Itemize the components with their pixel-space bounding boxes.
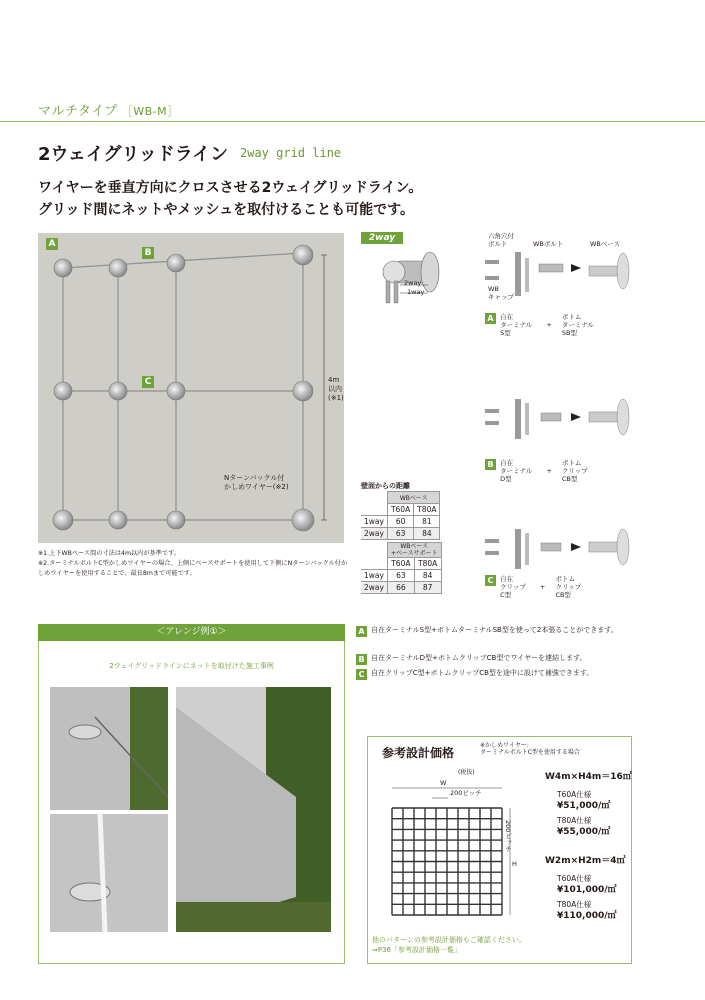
table2-cell: 66	[387, 582, 414, 594]
table2-row-label: 2way	[361, 582, 387, 594]
installation-photo	[38, 233, 344, 543]
photo-badge-a: A	[46, 238, 58, 250]
wire-label-line-2: かしめワイヤー(※2)	[224, 483, 289, 491]
table2-row-label: 1way	[361, 570, 387, 582]
size-2-price-1: ¥101,000/㎡	[557, 885, 617, 895]
label-1way: 1way	[407, 288, 425, 296]
diagram-w-label: W	[440, 779, 447, 787]
price-size-1	[545, 771, 632, 783]
size-2-spec-2: T80A仕様	[557, 900, 592, 909]
group-c-badge: C	[485, 575, 496, 586]
price-list-1	[557, 789, 610, 838]
distance-table-wb-support	[361, 542, 442, 594]
diagram-pitch-w: 200ピッチ	[450, 789, 482, 797]
diagram-pitch-h: 200ピッチ	[504, 820, 512, 852]
table1-cell: 60	[387, 516, 413, 528]
table1-row-label: 2way	[361, 528, 387, 540]
legend-item-b	[356, 654, 661, 665]
grid-wire-illustration	[38, 233, 344, 543]
distance-title: 壁面からの距離	[361, 482, 410, 490]
arrange-photo-3	[176, 687, 331, 932]
parts-diagram-a	[485, 250, 645, 310]
size-2-price-2: ¥110,000/㎡	[557, 911, 617, 921]
group-b-right: ボトム クリップ CB型	[561, 459, 588, 483]
page-title: 2ウェイグリッドライン	[38, 144, 229, 165]
table1-cell: 81	[414, 516, 440, 528]
page-subtitle: 2way grid line	[240, 146, 342, 160]
reference-footer	[372, 935, 526, 955]
label-wb-base: WBベース	[590, 240, 621, 248]
lead-line-1: ワイヤーを垂直方向にクロスさせる2ウェイグリッドライン。	[38, 180, 423, 196]
group-c-right: ボトム クリップ CB型	[555, 575, 582, 599]
legend-text-b: 自在ターミナルD型+ボトムクリップCB型でワイヤーを連結します。	[371, 654, 587, 662]
height-limit-label: 4m 以内 (※1)	[328, 376, 344, 402]
reference-title: 参考設計価格	[382, 746, 455, 760]
label-wb-bolt: WBボルト	[533, 240, 564, 248]
distance-table-wb	[361, 491, 440, 540]
parts-group-c	[485, 575, 581, 599]
arrange-photo-1	[50, 687, 168, 810]
parts-diagram-b	[485, 395, 645, 445]
label-wb-cap: WB キャップ	[488, 285, 514, 301]
category-title	[38, 100, 179, 119]
category-name: マルチタイプ	[38, 104, 118, 119]
table2-col: T80A	[414, 558, 441, 570]
table2-header: WBベース +ベースサポート	[387, 543, 441, 558]
table1-cell: 63	[387, 528, 413, 540]
group-c-left: 自在 クリップ C型	[500, 575, 526, 599]
category-code: ［WB-M］	[121, 105, 179, 118]
group-b-left: 自在 ターミナル D型	[500, 459, 533, 483]
reference-note: ※かしめワイヤー: ターミナルボルトC型を使用する場合	[480, 742, 580, 756]
photo-badge-c: C	[142, 376, 154, 388]
size-2-label: W2m×H2m＝4㎡	[545, 856, 626, 866]
parts-group-a	[485, 313, 594, 337]
reference-tax: (税抜)	[458, 769, 475, 776]
group-c-plus: +	[539, 583, 546, 591]
legend-badge-b: B	[356, 654, 367, 665]
table2-cell: 63	[387, 570, 414, 582]
price-list-2	[557, 873, 617, 922]
legend-badge-a: A	[356, 626, 367, 637]
table1-col: T80A	[414, 504, 440, 516]
table1-header: WBベース	[387, 492, 440, 504]
diagram-h-label: H	[512, 860, 517, 868]
wire-label-line-1: Nターンバックル付	[224, 474, 285, 482]
legend-text-c: 自在クリップC型+ボトムクリップCB型を途中に設けて補強できます。	[371, 669, 594, 677]
legend-item-c	[356, 669, 661, 680]
reference-footer-link[interactable]: ⇒P36「参考設計価格一覧」	[372, 946, 461, 954]
table2-cell: 87	[414, 582, 441, 594]
size-2-spec-1: T60A仕様	[557, 874, 592, 883]
legend-badge-c: C	[356, 669, 367, 680]
table1-row-label: 1way	[361, 516, 387, 528]
table2-cell: 84	[414, 570, 441, 582]
lead-text	[38, 177, 422, 221]
footnote-1: ※1.上下WBベース間の寸法は4m以内が基準です。	[38, 550, 180, 557]
legend-item-a	[356, 626, 661, 637]
label-2way: 2way	[404, 279, 422, 287]
size-1-price-2: ¥55,000/㎡	[557, 827, 611, 837]
header-rule	[0, 121, 705, 122]
footnotes	[38, 549, 350, 579]
group-a-badge: A	[485, 313, 496, 324]
table2-col: T60A	[387, 558, 414, 570]
group-b-plus: +	[546, 467, 552, 475]
table1-col: T60A	[387, 504, 413, 516]
size-1-price-1: ¥51,000/㎡	[557, 801, 611, 811]
group-a-right: ボトム ターミナル SB型	[561, 313, 595, 337]
group-b-badge: B	[485, 459, 496, 470]
wire-label	[224, 474, 289, 492]
price-size-2	[545, 855, 626, 867]
label-hex-bolt: 六角穴付 ボルト	[488, 232, 514, 248]
size-1-spec-2: T80A仕様	[557, 816, 592, 825]
table1-cell: 84	[414, 528, 440, 540]
reference-footer-1: 他のパターンの参考設計価格もご確認ください。	[372, 936, 526, 944]
group-a-left: 自在 ターミナル S型	[500, 313, 533, 337]
detail-badge: 2way	[361, 232, 403, 244]
lead-line-2: グリッド間にネットやメッシュを取付けることも可能です。	[38, 202, 415, 218]
size-1-spec-1: T60A仕様	[557, 790, 592, 799]
arrange-photo-2	[50, 814, 168, 932]
arrange-caption: 2ウェイグリッドラインにネットを取付けた施工事例	[109, 662, 274, 670]
grid-pitch-diagram	[382, 780, 522, 930]
arrange-heading: ＜アレンジ例①＞	[38, 624, 345, 641]
size-1-label: W4m×H4m＝16㎡	[545, 772, 632, 782]
footnote-2: ※2.ターミナルボルトC型かしめワイヤーの場合、上側にベースサポートを使用して下側にNターンバックル付かしめワイヤーを使用することで、最長8mまで可能です。	[38, 560, 348, 577]
legend-text-a: 自在ターミナルS型+ボトムターミナルSB型を使って2本張ることができます。	[371, 626, 618, 634]
group-a-plus: +	[546, 321, 552, 329]
parts-diagram-c	[485, 525, 645, 575]
photo-badge-b: B	[142, 247, 154, 259]
parts-group-b	[485, 459, 588, 483]
